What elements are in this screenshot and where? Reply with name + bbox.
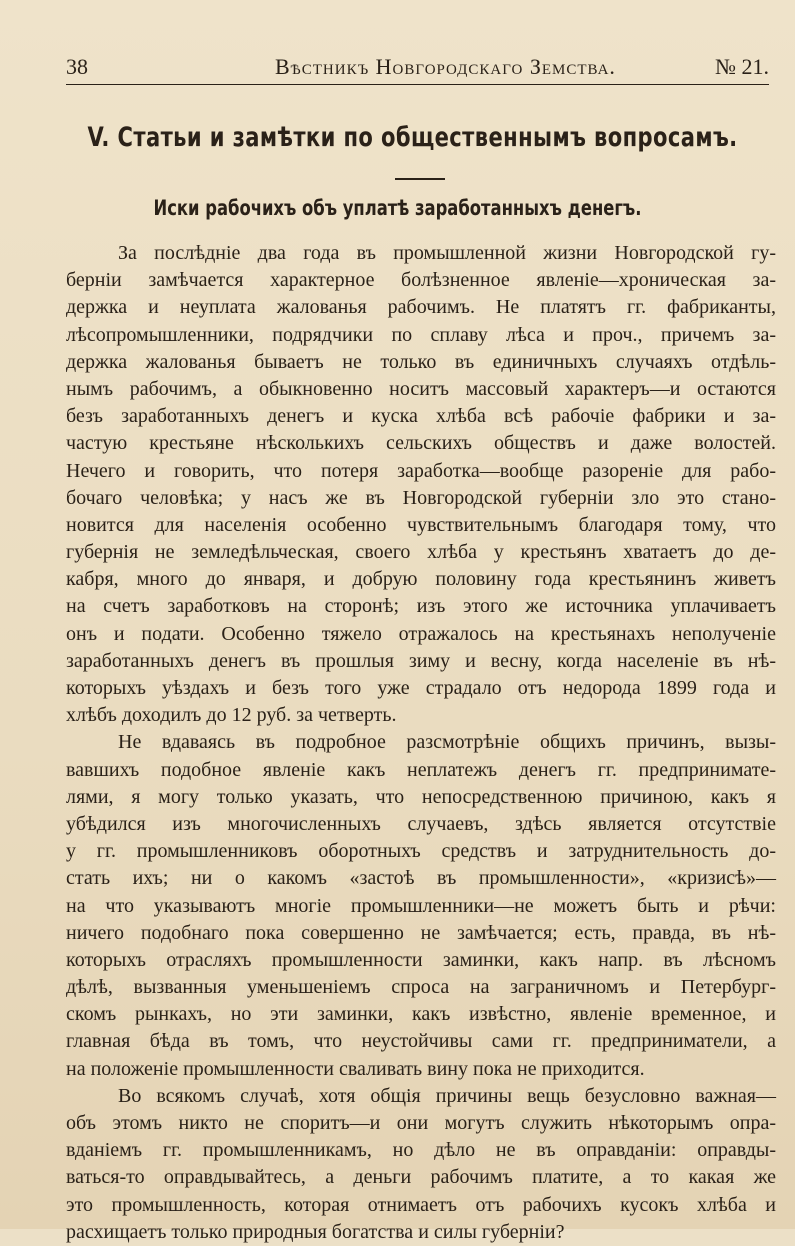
issue-number: № 21. [715, 54, 769, 79]
text-line: новится для населенія особенно чувствительнымъ благодаря тому, что [66, 513, 776, 536]
text-line: хлѣбъ доходилъ до 12 руб. за четверть. [66, 704, 397, 727]
text-line: расхищаетъ только природныя богатства и силы губерніи? [66, 1220, 565, 1243]
page-number: 38 [66, 54, 88, 79]
text-line: частую крестьяне нѣсколькихъ сельскихъ обществъ и даже волостей. [66, 432, 776, 455]
text-line: лями, я могу только указать, что непосредственною причиною, какъ я [66, 785, 776, 808]
text-line: онъ и подати. Особенно тяжело отражалось на крестьянахъ неполученіе [66, 622, 776, 645]
text-line: кабря, много до января, и добрую половину года крестьянинъ живетъ [66, 568, 776, 591]
text-line: у гг. промышленниковъ оборотныхъ средствъ и затруднительность до- [66, 840, 776, 863]
title-divider [395, 178, 445, 180]
text-line: на счетъ заработковъ на сторонѣ; изъ этого же источника уплачиваетъ [66, 595, 776, 618]
text-line: Не вдаваясь въ подробное разсмотрѣніе общихъ причинъ, вызы- [118, 731, 776, 754]
text-line: держка жалованья бываетъ не только въ единичныхъ случаяхъ отдѣль- [66, 350, 776, 373]
text-line: ничего подобнаго пока совершенно не замѣчается; есть, правда, въ нѣ- [66, 921, 776, 944]
text-line: вавшихъ подобное явленіе какъ неплатежъ денегъ гг. предпринимате- [66, 758, 776, 781]
article-title: Иски рабочихъ объ уплатѣ заработанныхъ денегъ. [153, 196, 642, 220]
text-line: Во всякомъ случаѣ, хотя общія причины вещь безусловно важная— [118, 1084, 776, 1107]
text-line: вданіемъ гг. промышленникамъ, но дѣло не въ оправданіи: оправды- [66, 1139, 776, 1162]
text-line: скомъ рынкахъ, но эти заминки, какъ извѣстно, явленіе временное, и [66, 1003, 776, 1026]
text-line: заработанныхъ денегъ въ прошлыя зиму и весну, когда населеніе въ нѣ- [66, 649, 776, 672]
journal-title: Вѣстникъ Новгородскаго Земства. [275, 54, 616, 79]
text-line: нымъ рабочимъ, а обыкновенно носитъ массовый характеръ—и остаются [66, 377, 776, 400]
text-line: объ этомъ никто не споритъ—и они могутъ служить нѣкоторымъ опра- [66, 1112, 776, 1134]
text-line: на положеніе промышленности сваливать вину пока не приходится. [66, 1057, 645, 1080]
text-line: берніи замѣчается характерное болѣзненное явленіе—хроническая за- [66, 269, 776, 292]
article-body [66, 240, 776, 1246]
running-header [66, 50, 769, 85]
text-line: держка и неуплата жалованья рабочимъ. Не платятъ гг. фабриканты, [66, 296, 776, 319]
text-line: губернія не земледѣльческая, своего хлѣба у крестьянъ хватаетъ до де- [66, 541, 776, 564]
text-line: на что указываютъ многіе промышленники—не можетъ быть и рѣчи: [66, 894, 776, 917]
text-line: которыхъ отрасляхъ промышленности заминки, какъ напр. въ лѣсномъ [66, 948, 776, 971]
text-line: Нечего и говорить, что потеря заработка—вообще разореніе для рабо- [66, 459, 776, 482]
text-line: лѣсопромышленники, подрядчики по сплаву лѣса и проч., причемъ за- [66, 323, 776, 346]
text-line: безъ заработанныхъ денегъ и куска хлѣба всѣ рабочіе фабрики и за- [66, 405, 776, 428]
text-line: главная бѣда въ томъ, что неустойчивы сами гг. предприниматели, а [66, 1030, 776, 1053]
text-line: дѣлѣ, вызванныя уменьшеніемъ спроса на заграничномъ и Петербург- [66, 976, 776, 999]
text-line: это промышленность, которая отнимаетъ отъ рабочихъ кусокъ хлѣба и [66, 1193, 776, 1216]
text-line: ваться-то оправдывайтесь, а деньги рабочимъ платите, а то какая же [66, 1166, 776, 1189]
section-title: V. Статьи и замѣтки по общественнымъ вопросамъ. [87, 122, 738, 153]
text-line: которыхъ уѣздахъ и безъ того уже страдало отъ недорода 1899 года и [66, 677, 776, 699]
text-line: За послѣдніе два года въ промышленной жизни Новгородской гу- [118, 242, 776, 264]
text-line: стать ихъ; ни о какомъ «застоѣ въ промышленности», «кризисѣ»— [66, 867, 776, 890]
text-line: убѣдился изъ многочисленныхъ случаевъ, здѣсь является отсутствіе [66, 812, 776, 835]
text-line: бочаго человѣка; у насъ же въ Новгородской губерніи зло это стано- [66, 486, 776, 509]
